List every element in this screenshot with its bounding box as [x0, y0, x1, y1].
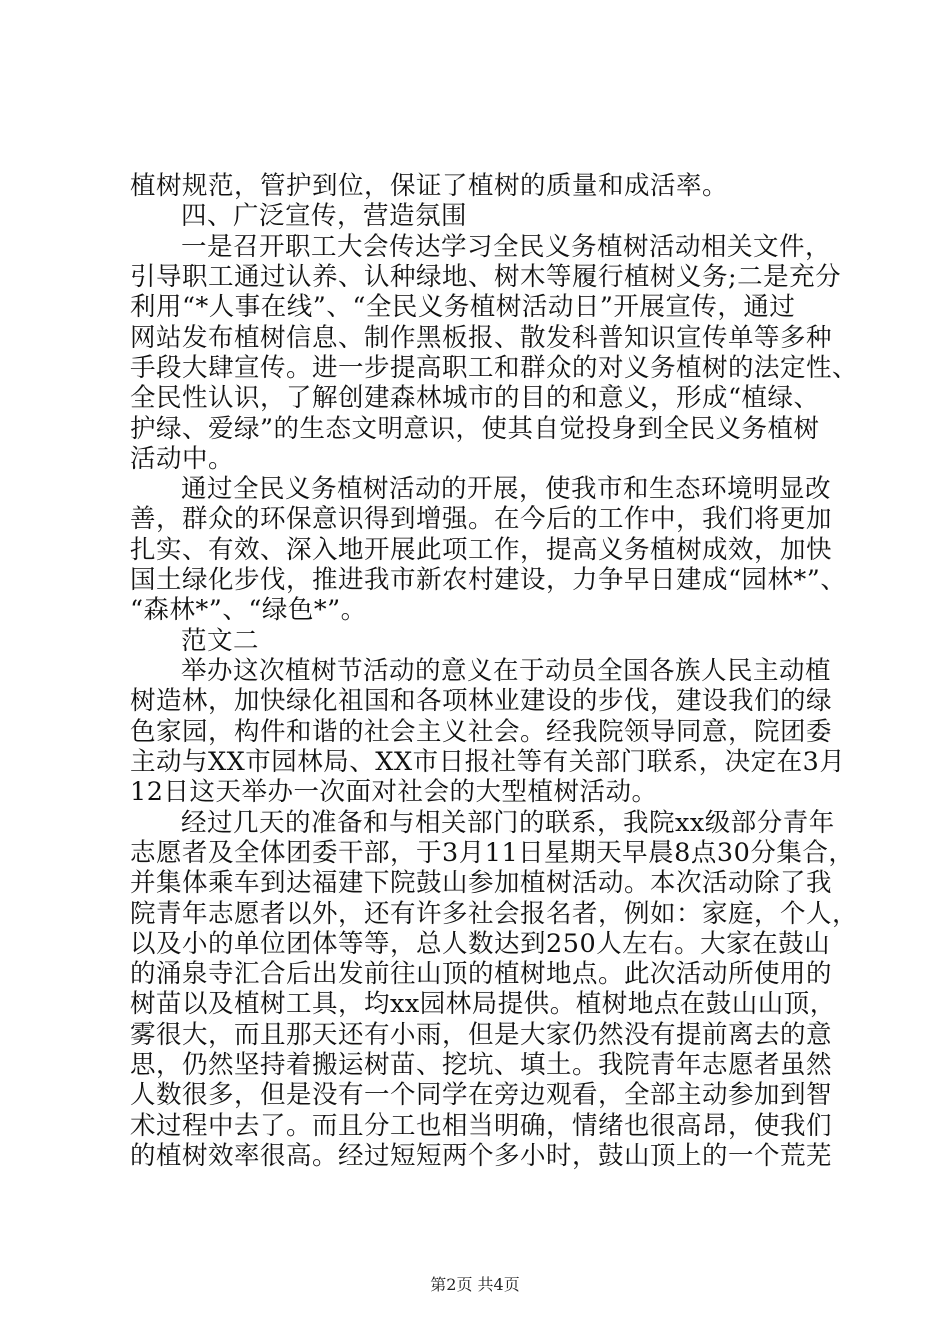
text-line: 树造林，加快绿化祖国和各项林业建设的步伐，建设我们的绿: [130, 686, 833, 717]
text-line: 人数很多，但是没有一个同学在旁边观看，全部主动参加到智: [130, 1080, 833, 1111]
text-line: 一是召开职工大会传达学习全民义务植树活动相关文件，: [181, 231, 832, 262]
text-line: 12日这天举办一次面对社会的大型植树活动。: [130, 777, 658, 808]
text-line: 以及小的单位团体等等，总人数达到250人左右。大家在鼓山: [130, 928, 831, 959]
text-line: 色家园，构件和谐的社会主义社会。经我院领导同意，院团委: [130, 716, 833, 747]
text-line: 善，群众的环保意识得到增强。在今后的工作中，我们将更加: [130, 504, 833, 535]
text-line: 的植树效率很高。经过短短两个多小时，鼓山顶上的一个荒芜: [130, 1141, 833, 1171]
text-line: 引导职工通过认养、认种绿地、树木等履行植树义务;二是充分: [130, 261, 842, 292]
text-line: 雾很大，而且那天还有小雨，但是大家仍然没有提前离去的意: [130, 1019, 833, 1050]
text-line: 的涌泉寺汇合后出发前往山顶的植树地点。此次活动所使用的: [130, 959, 833, 990]
text-line: 全民性认识，了解创建森林城市的目的和意义，形成“植绿、: [130, 383, 820, 414]
text-line: 经过几天的准备和与相关部门的联系，我院xx级部分青年: [181, 807, 835, 838]
text-line: 志愿者及全体团委干部，于3月11日星期天早晨8点30分集合，: [130, 837, 855, 868]
text-line: 通过全民义务植树活动的开展，使我市和生态环境明显改: [181, 474, 832, 505]
section-heading: 四、广泛宣传，营造氛围: [181, 201, 468, 232]
text-line: 思，仍然坚持着搬运树苗、挖坑、填土。我院青年志愿者虽然: [130, 1050, 833, 1081]
text-line: 院青年志愿者以外，还有许多社会报名者，例如：家庭，个人，: [130, 898, 859, 929]
text-line: 举办这次植树节活动的意义在于动员全国各族人民主动植: [181, 656, 832, 686]
text-line: 扎实、有效、深入地开展此项工作，提高义务植树成效，加快: [130, 534, 833, 565]
page-number-footer: 第2页 共4页: [430, 1275, 520, 1294]
text-line: “森林*”、“绿色*”。: [130, 595, 367, 626]
text-line: 利用“*人事在线”、“全民义务植树活动日”开展宣传，通过: [130, 292, 796, 323]
text-line: 植树规范，管护到位，保证了植树的质量和成活率。: [130, 171, 729, 201]
text-line: 并集体乘车到达福建下院鼓山参加植树活动。本次活动除了我: [130, 868, 833, 899]
text-line: 术过程中去了。而且分工也相当明确，情绪也很高昂，使我们: [130, 1110, 833, 1141]
text-line: 网站发布植树信息、制作黑板报、散发科普知识宣传单等多种: [130, 322, 833, 353]
text-line: 树苗以及植树工具，均xx园林局提供。植树地点在鼓山山顶，: [130, 989, 836, 1020]
text-line: 国土绿化步伐，推进我市新农村建设，力争早日建成“园林*”、: [130, 565, 847, 596]
text-line: 护绿、爱绿”的生态文明意识，使其自觉投身到全民义务植树: [130, 413, 820, 444]
text-line: 主动与XX市园林局、XX市日报社等有关部门联系，决定在3月: [130, 746, 846, 777]
text-line: 活动中。: [130, 443, 235, 474]
text-line: 手段大肆宣传。进一步提高职工和群众的对义务植树的法定性、: [130, 352, 859, 383]
section-heading: 范文二: [181, 625, 260, 656]
